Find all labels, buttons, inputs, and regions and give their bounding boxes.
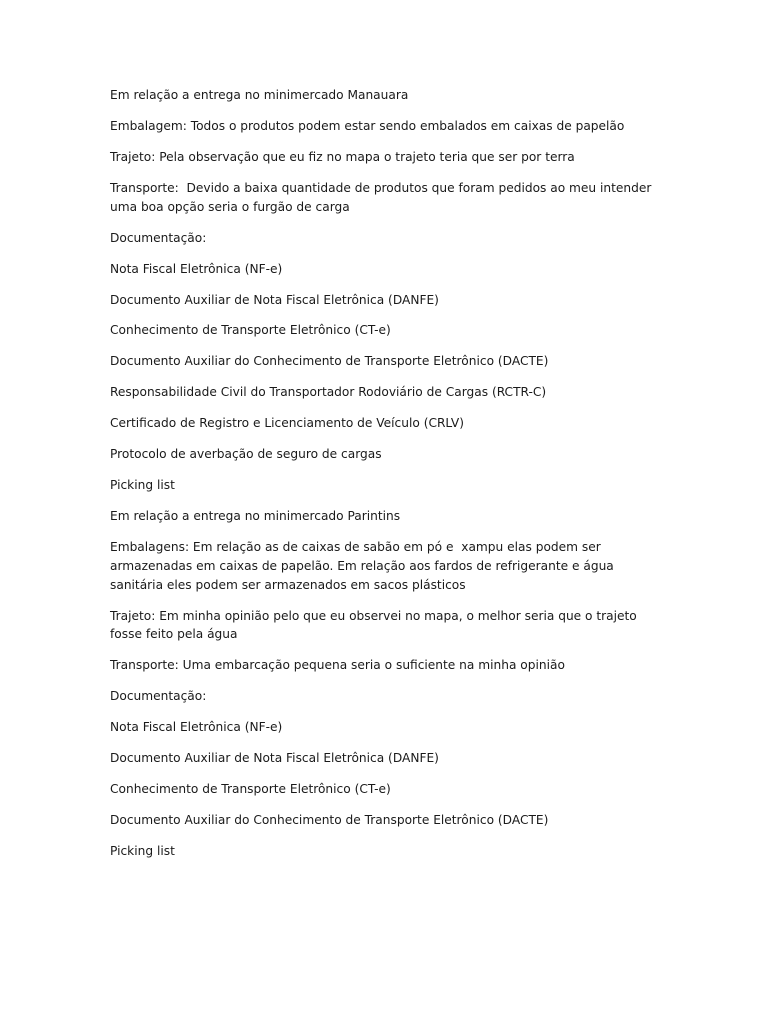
list-item: Documento Auxiliar do Conhecimento de Transporte Eletrônico (DACTE)	[110, 813, 549, 828]
paragraph-parintins-heading: Em relação a entrega no minimercado Parintins	[110, 509, 401, 524]
paragraph-parintins-transport: Transporte: Uma embarcação pequena seria o suficiente na minha opinião	[110, 658, 565, 673]
list-item: Nota Fiscal Eletrônica (NF-e)	[110, 720, 283, 735]
document-body	[110, 86, 658, 873]
list-item: Certificado de Registro e Licenciamento de Veículo (CRLV)	[110, 416, 464, 431]
list-item: Nota Fiscal Eletrônica (NF-e)	[110, 261, 283, 276]
paragraph-manauara-heading: Em relação a entrega no minimercado Manauara	[110, 88, 409, 102]
paragraph-manauara-documentation: Documentação:	[110, 230, 207, 245]
list-item: Documento Auxiliar do Conhecimento de Transporte Eletrônico (DACTE)	[110, 354, 549, 369]
paragraph-manauara-route: Trajeto: Pela observação que eu fiz no mapa o trajeto teria que ser por terra	[110, 149, 575, 164]
list-item: Documento Auxiliar de Nota Fiscal Eletrônica (DANFE)	[110, 751, 439, 766]
list-item: Picking list	[110, 844, 175, 859]
paragraph-parintins-packaging: Embalagens: Em relação as de caixas de sabão em pó e xampu elas podem ser armazenadas em caixas de papelão. Em relação aos fardos de refrigerante e água sanitária eles podem ser armazenados em sacos plásticos	[110, 540, 618, 592]
list-item: Responsabilidade Civil do Transportador Rodoviário de Cargas (RCTR-C)	[110, 385, 547, 400]
list-item: Documento Auxiliar de Nota Fiscal Eletrônica (DANFE)	[110, 292, 439, 307]
list-item: Conhecimento de Transporte Eletrônico (CT-e)	[110, 323, 391, 338]
paragraph-manauara-transport: Transporte: Devido a baixa quantidade de produtos que foram pedidos ao meu intender uma boa opção seria o furgão de carga	[110, 180, 656, 214]
list-item: Protocolo de averbação de seguro de cargas	[110, 447, 382, 462]
list-item: Conhecimento de Transporte Eletrônico (CT-e)	[110, 782, 391, 797]
paragraph-parintins-route: Trajeto: Em minha opinião pelo que eu observei no mapa, o melhor seria que o trajeto fosse feito pela água	[110, 608, 641, 642]
paragraph-parintins-documentation: Documentação:	[110, 689, 207, 704]
paragraph-manauara-packaging: Embalagem: Todos o produtos podem estar sendo embalados em caixas de papelão	[110, 118, 625, 133]
list-item: Picking list	[110, 478, 175, 493]
